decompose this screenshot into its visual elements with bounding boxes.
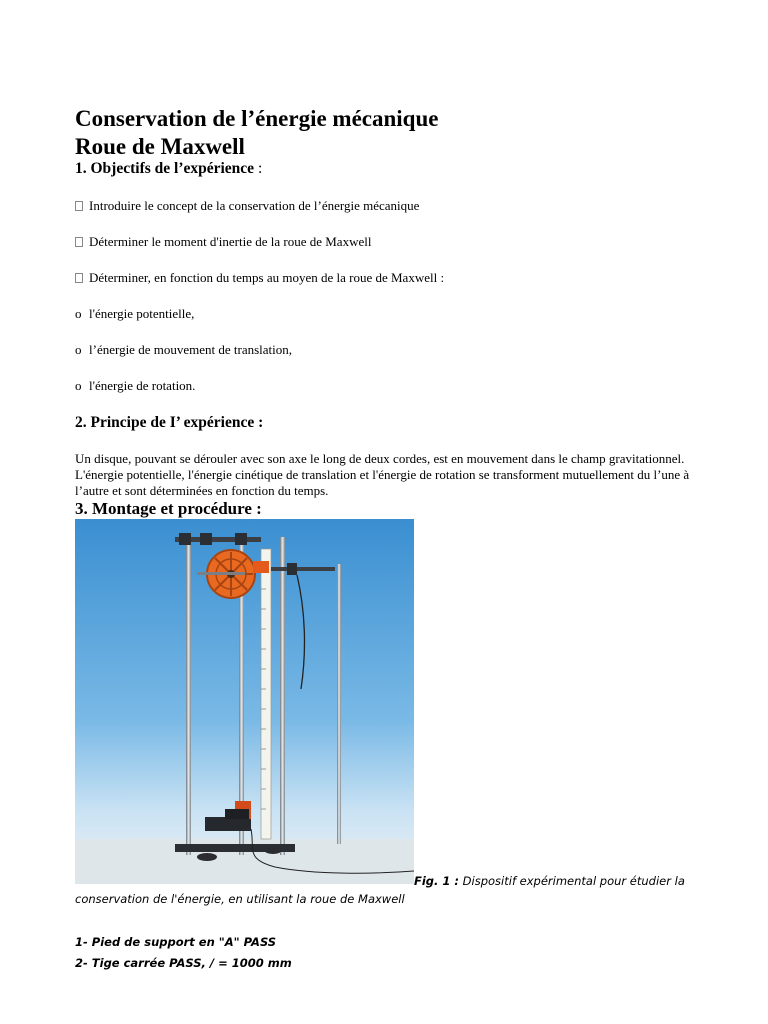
principle-paragraph: Un disque, pouvant se dérouler avec son axe le long de deux cordes, est en mouvement dans le champ gravitationnel. L'énergie potentielle, l'énergie cinétique de translation et l'énergie de rotation se transforment mutuellement du l’une à l’autre et sont déterminées en fonction du temps.	[75, 451, 690, 498]
energy-sub-text-3: l'énergie de rotation.	[89, 378, 196, 393]
sub-bullet-marker: o	[75, 306, 82, 321]
energy-sub-text-1: l'énergie potentielle,	[89, 306, 195, 321]
section-1-heading-text: 1. Objectifs de l’expérience	[75, 160, 255, 177]
title-line-2: Roue de Maxwell	[75, 134, 245, 159]
section-3-heading: 3. Montage et procédure :	[75, 499, 262, 518]
objective-bullet-1	[75, 198, 419, 214]
objective-text-1: Introduire le concept de la conservation de l’énergie mécanique	[89, 198, 420, 213]
objective-bullet-3	[75, 270, 444, 286]
figure-caption	[75, 872, 715, 908]
apparatus-illustration	[75, 519, 414, 884]
caption-text-2: conservation de l'énergie, en utilisant la roue de Maxwell	[75, 892, 405, 906]
equipment-item-2: 2- Tige carrée PASS, / = 1000 mm	[75, 956, 292, 970]
bullet-box-icon	[75, 273, 83, 283]
sub-bullet-marker: o	[75, 342, 82, 357]
energy-sub-bullet-3	[75, 378, 195, 394]
caption-text-1: Dispositif expérimental pour étudier la	[459, 874, 685, 888]
title-line-1: Conservation de l’énergie mécanique	[75, 106, 439, 131]
equipment-item-1: 1- Pied de support en "A" PASS	[75, 935, 277, 949]
objective-text-3: Déterminer, en fonction du temps au moyen de la roue de Maxwell :	[89, 270, 445, 285]
objective-bullet-2	[75, 234, 371, 250]
energy-sub-bullet-1	[75, 306, 194, 322]
section-1-heading	[75, 160, 262, 178]
section-2-heading: 2. Principe de I’ expérience :	[75, 414, 264, 431]
maxwell-wheel-apparatus-photo	[75, 519, 414, 884]
caption-label: Fig. 1 :	[414, 874, 460, 888]
document-title	[75, 105, 438, 161]
energy-sub-bullet-2	[75, 342, 292, 358]
energy-sub-text-2: l’énergie de mouvement de translation,	[89, 342, 292, 357]
bullet-box-icon	[75, 237, 83, 247]
objective-text-2: Déterminer le moment d'inertie de la roue de Maxwell	[89, 234, 372, 249]
sub-bullet-marker: o	[75, 378, 82, 393]
section-1-heading-colon: :	[254, 160, 263, 177]
bullet-box-icon	[75, 201, 83, 211]
